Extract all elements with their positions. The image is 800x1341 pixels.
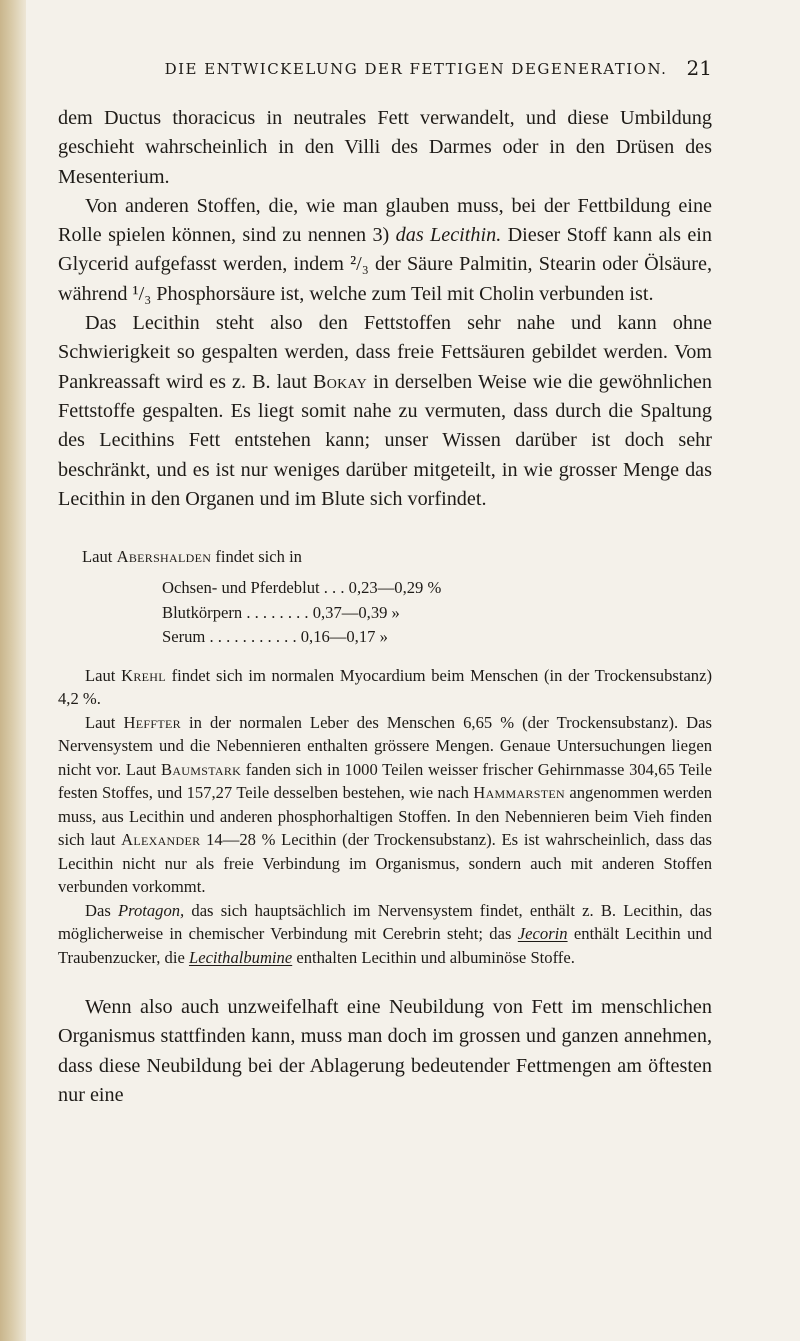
table-row-label: Serum . . . . . . . . . . . — [162, 627, 297, 647]
p2-text-a: Von anderen Stoffen, die, wie man glauben muss, bei der Fettbildung eine Rolle spielen können, sind zu nennen 3) — [58, 194, 712, 247]
small-paragraph-krehl — [58, 664, 712, 711]
table-row-value: 0,16—0,17 » — [300, 627, 388, 647]
paragraph-4: Wenn also auch unzweifelhaft eine Neubildung von Fett im menschlichen Organismus stattfinden kann, muss man doch im grossen und ganzen annehmen, dass diese Neubildung bei der Ablagerung bedeutender Fettmengen am öftesten nur eine — [58, 996, 712, 1107]
table-row — [162, 625, 712, 650]
table-intro — [82, 547, 712, 567]
table-row-value: 0,23—0,29 % — [348, 578, 442, 598]
s3-text-c: enthält Lecithin und Traubenzucker, die — [58, 924, 712, 967]
lecithin-values-table — [162, 576, 712, 650]
s2-text-d: angenommen werden muss, aus Lecithin und anderen phosphorhaltigen Stoffen. In den Nebennieren beim Vieh finden sich laut — [58, 783, 712, 850]
s1-text-a: Laut — [85, 665, 122, 685]
s3-text-a: Das — [85, 900, 118, 920]
term-lecithalbumine: Lecithalbumine — [188, 947, 293, 967]
table-row — [162, 576, 712, 601]
page-body — [58, 104, 712, 1110]
s2-text-e: 14—28 % Lecithin (der Trockensubstanz). Es ist wahrscheinlich, dass das Lecithin nicht nur als freie Verbindung im Organismus, sondern auch mit anderen Stoffen verbunden vorkommt. — [58, 830, 712, 897]
author-hammarsten: Hammarsten — [473, 783, 565, 803]
term-jecorin: Jecorin — [517, 924, 568, 944]
author-baumstark: Baumstark — [160, 759, 242, 779]
s2-text-b: in der normalen Leber des Menschen 6,65 % (der Trockensubstanz). Das Nervensystem und die Nebennieren enthalten grössere Mengen. Genaue Untersuchungen liegen nicht vor. Laut — [58, 712, 712, 779]
s2-text-c: fanden sich in 1000 Teilen weisser frischer Gehirnmasse 304,65 Teile festen Stoffes, und 157,27 Teile desselben bestehen, wie nach — [58, 759, 712, 803]
small-paragraph-protagon — [58, 899, 712, 970]
paragraph-1: dem Ductus thoracicus in neutrales Fett verwandelt, und diese Umbildung geschieht wahrscheinlich in den Villi des Darmes oder in den Drüsen des Mesenterium. — [58, 107, 712, 188]
table-row — [162, 601, 712, 626]
s3-text-d: enthalten Lecithin und albuminöse Stoffe. — [292, 947, 575, 967]
page-binding-edge — [0, 0, 26, 1341]
p3-text-b: in derselben Weise wie die gewöhnlichen Fettstoffe gespalten. Es liegt somit nahe zu vermuten, dass durch die Spaltung des Lecithins Fett entstehen kann; unser Wissen darüber ist doch sehr beschränkt, und es ist nur weniges darüber mitgeteilt, in wie grosser Menge das Lecithin in den Organen und im Blute sich vorfindet. — [58, 370, 712, 510]
s3-text-b: das sich hauptsächlich im Nervensystem findet, enthält z. B. Lecithin, das möglicherweise in chemischer Verbindung mit Cerebrin steht; das — [58, 900, 712, 944]
author-abershalden: Abershalden — [116, 547, 212, 567]
s1-text-b: findet sich im normalen Myocardium beim Menschen (in der Trockensubstanz) 4,2 %. — [58, 665, 712, 709]
table-row-label: Blutkörpern . . . . . . . . — [162, 602, 309, 622]
running-header — [120, 56, 712, 80]
paragraph-2 — [58, 192, 712, 309]
paragraph-3 — [58, 309, 712, 514]
running-title: DIE ENTWICKELUNG DER FETTIGEN DEGENERATION. — [164, 60, 668, 78]
author-bokay: Bokay — [312, 370, 368, 393]
term-protagon: Protagon, — [117, 900, 185, 920]
table-row-value: 0,37—0,39 » — [312, 602, 400, 622]
page-number: 21 — [686, 56, 712, 80]
author-krehl: Krehl — [121, 665, 166, 685]
p2-emphasis-lecithin: das Lecithin. — [395, 224, 502, 247]
table-intro-b: findet sich in — [211, 547, 302, 567]
s2-text-a: Laut — [85, 712, 124, 732]
author-alexander: Alexander — [121, 830, 201, 850]
p3-text-a: Das Lecithin steht also den Fettstoffen sehr nahe und kann ohne Schwierigkeit so gespalten werden, dass freie Fettsäuren gebildet werden. Vom Pankreassaft wird es z. B. laut — [58, 312, 712, 393]
table-intro-a: Laut — [82, 547, 117, 567]
table-row-label: Ochsen- und Pferdeblut . . . — [162, 578, 345, 598]
author-heffter: Heffter — [123, 712, 181, 732]
small-paragraph-heffter — [58, 711, 712, 899]
p2-text-b: Dieser Stoff kann als ein Glycerid aufgefasst werden, indem ²/₃ der Säure Palmitin, Stearin oder Ölsäure, während ¹/₃ Phosphorsäure ist, welche zum Teil mit Cholin verbunden ist. — [58, 224, 713, 305]
